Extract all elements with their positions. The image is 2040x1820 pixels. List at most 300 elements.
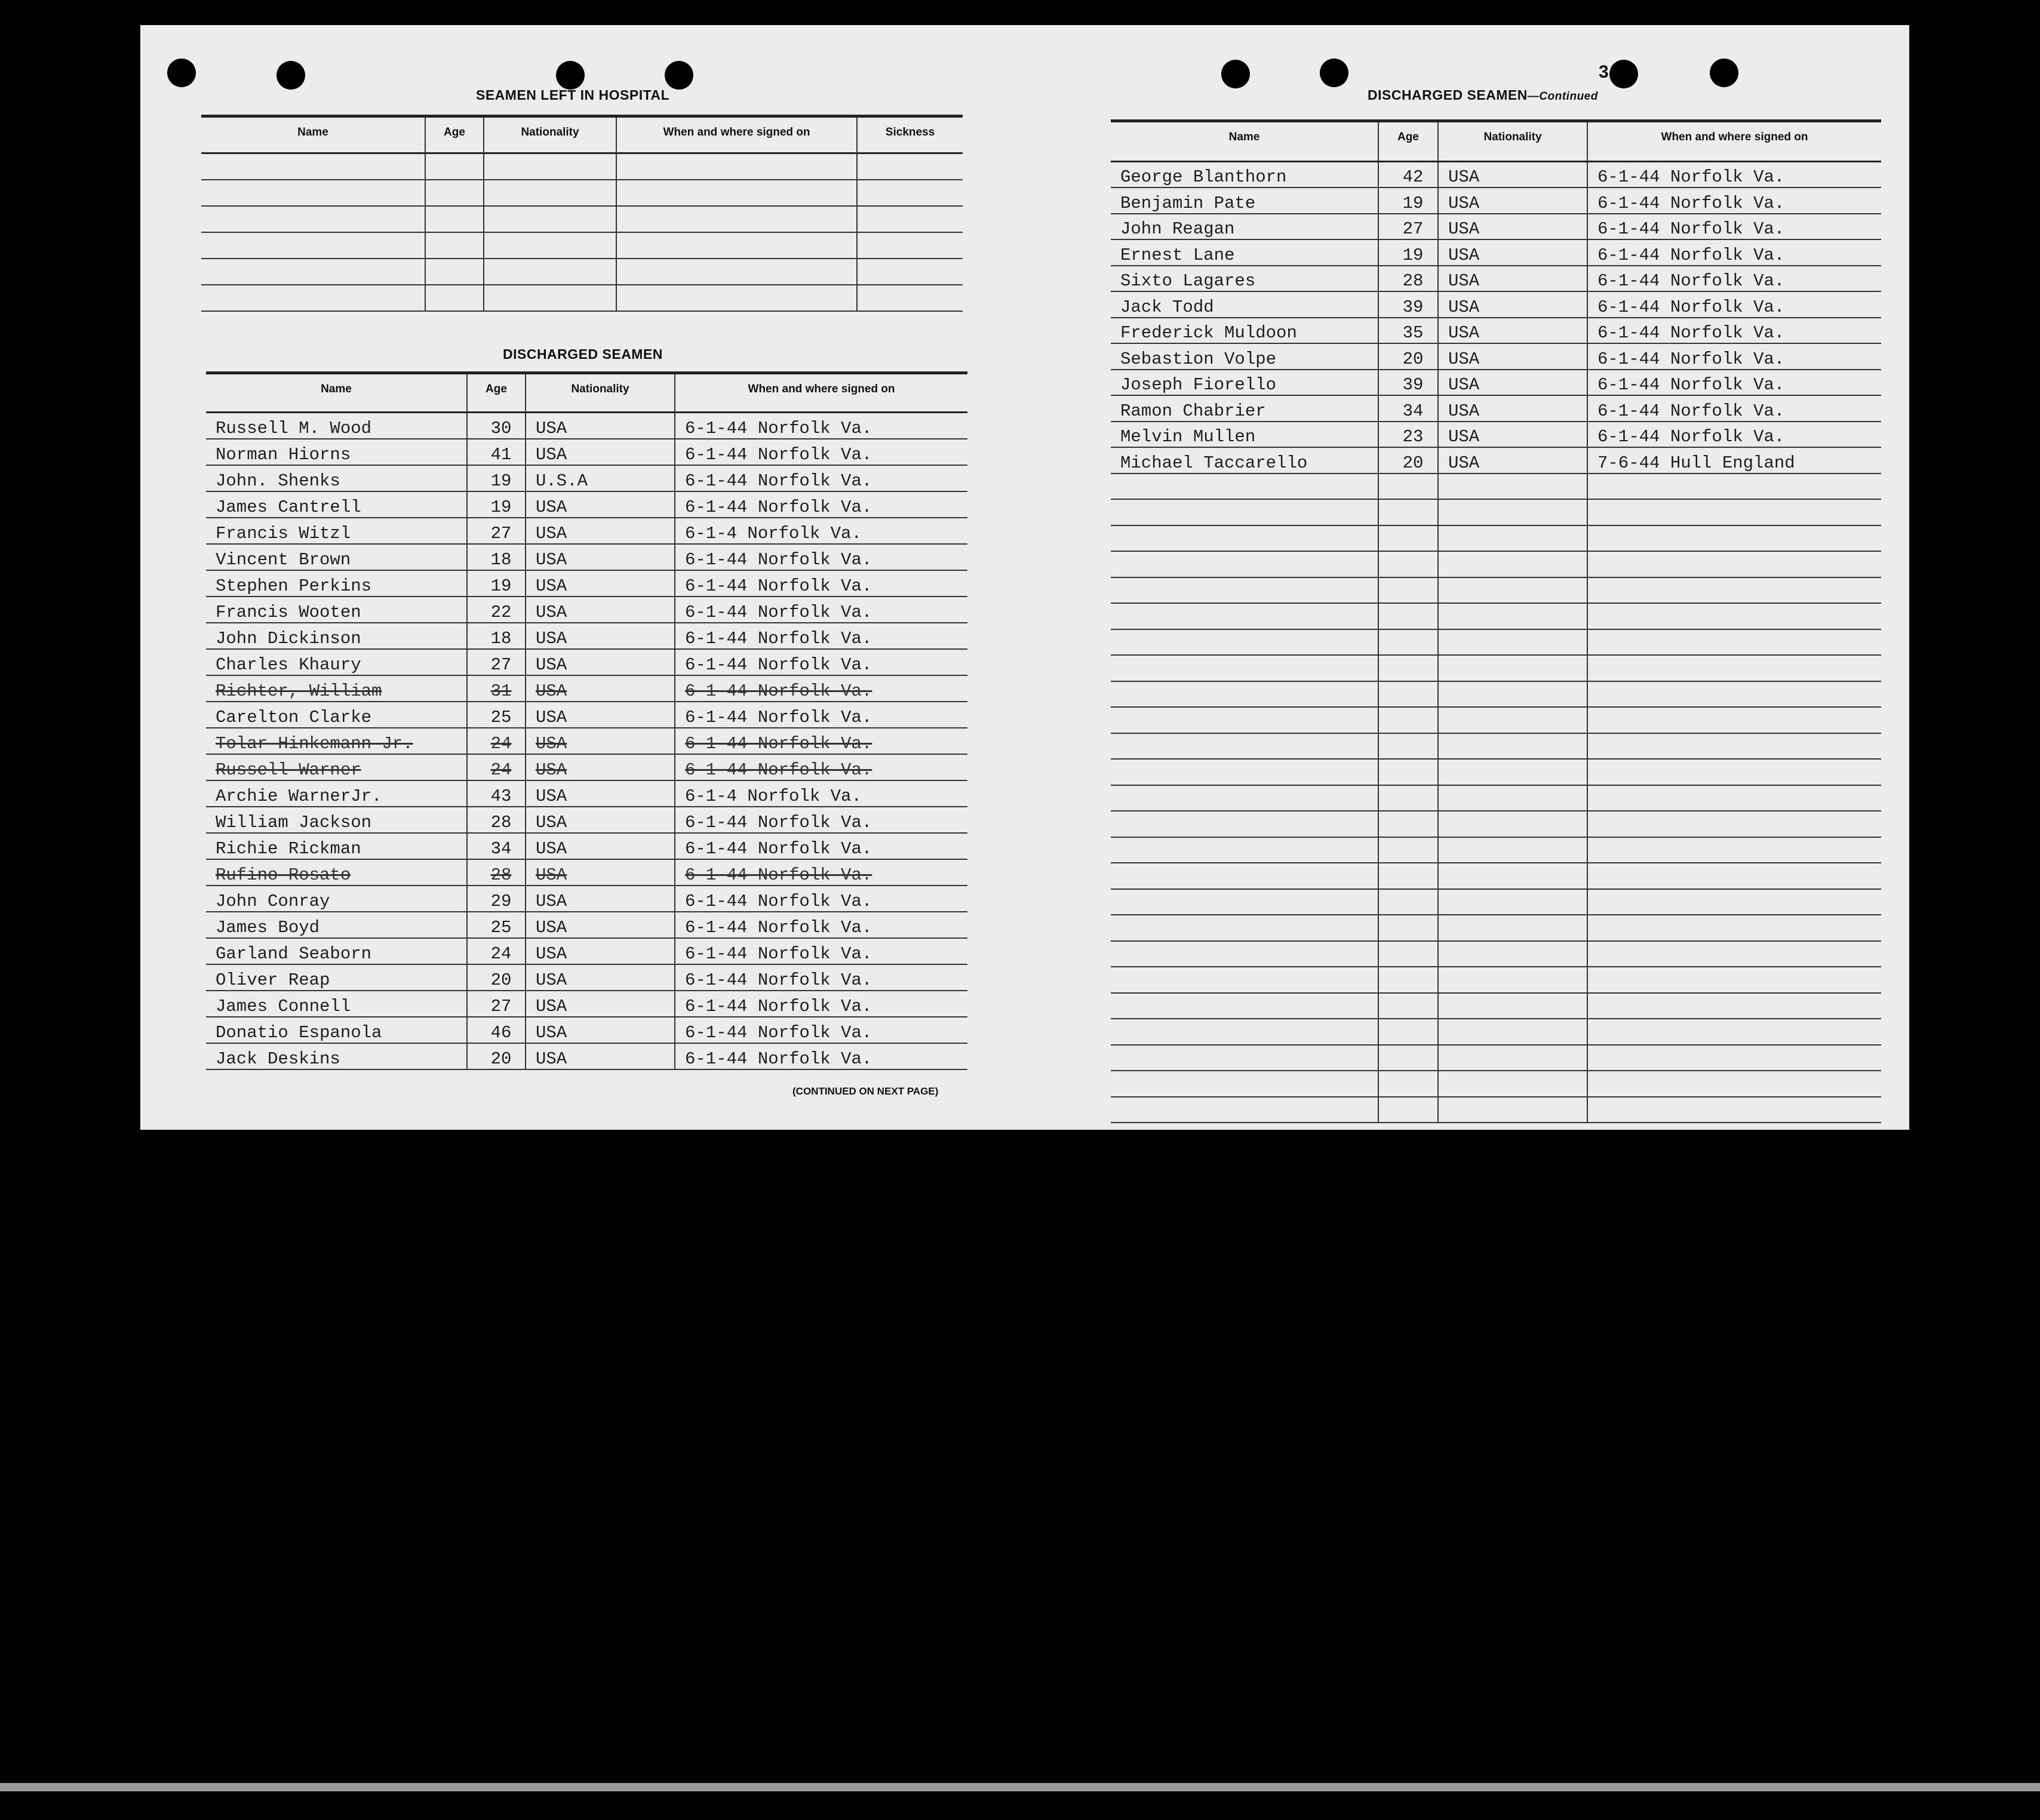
seaman-row [1111, 603, 1881, 629]
seaman-row [1111, 370, 1881, 396]
seaman-row [1111, 1071, 1881, 1097]
cell-sickness [857, 259, 963, 285]
cell-name [1111, 1071, 1378, 1097]
cell-nationality: USA [526, 807, 675, 833]
cell-signed_on [1587, 499, 1881, 525]
hospital-table [201, 115, 963, 312]
seaman-row [1111, 214, 1881, 240]
seaman-row [206, 649, 967, 675]
seaman-row [206, 859, 967, 886]
cell-signed_on: 6-1-44 Norfolk Va. [675, 991, 967, 1017]
cell-age: 24 [467, 754, 526, 780]
cell-nationality: USA [1438, 214, 1587, 240]
cell-age: 18 [467, 544, 526, 570]
cell-name: Oliver Reap [216, 970, 330, 990]
cell-nationality [1438, 474, 1587, 500]
cell-name: Jack Deskins [216, 1049, 340, 1069]
cell-name [1111, 941, 1378, 967]
cell-nationality [1438, 525, 1587, 552]
cell-nationality [484, 153, 616, 180]
cell-name: Vincent Brown [216, 549, 351, 570]
seaman-row [206, 518, 967, 544]
cell-name [1111, 499, 1378, 525]
cell-signed_on [616, 206, 857, 232]
cell-nationality: USA [1438, 266, 1587, 292]
seaman-row [206, 675, 967, 702]
cell-age: 23 [1378, 422, 1438, 448]
hospital-row [201, 259, 963, 285]
cell-name: Sixto Lagares [1120, 271, 1256, 291]
cell-signed_on: 6-1-44 Norfolk Va. [1587, 395, 1881, 422]
cell-signed_on: 6-1-44 Norfolk Va. [675, 833, 967, 859]
cell-age: 27 [467, 518, 526, 544]
cell-nationality [484, 206, 616, 232]
cell-signed_on: 6-1-44 Norfolk Va. [675, 413, 967, 439]
cell-age: 25 [467, 912, 526, 938]
column-header: Name [1228, 131, 1260, 143]
cell-nationality: U.S.A [526, 465, 675, 491]
cell-nationality [1438, 577, 1587, 604]
cell-age: 43 [467, 780, 526, 807]
seaman-row [1111, 422, 1881, 448]
cell-signed_on: 6-1-44 Norfolk Va. [675, 807, 967, 833]
cell-age: 20 [1378, 447, 1438, 474]
seaman-row [1111, 499, 1881, 525]
cell-name [1111, 551, 1378, 577]
cell-nationality: USA [1438, 343, 1587, 370]
cell-name [1111, 629, 1378, 656]
cell-signed_on: 6-1-44 Norfolk Va. [675, 728, 967, 754]
cell-signed_on [1587, 863, 1881, 889]
cell-name [1111, 811, 1378, 837]
seaman-row [1111, 318, 1881, 344]
cell-signed_on: 6-1-44 Norfolk Va. [1587, 291, 1881, 318]
cell-nationality [1438, 551, 1587, 577]
cell-sickness [857, 206, 963, 232]
cell-age: 19 [467, 465, 526, 491]
seaman-row [1111, 993, 1881, 1019]
cell-age [1378, 967, 1438, 993]
cell-age [1378, 577, 1438, 604]
cell-nationality [484, 285, 616, 311]
cell-signed_on [1587, 733, 1881, 760]
cell-signed_on [1587, 681, 1881, 708]
cell-age: 35 [1378, 318, 1438, 344]
cell-name [1111, 655, 1378, 681]
cell-nationality [1438, 811, 1587, 837]
cell-signed_on: 6-1-44 Norfolk Va. [1587, 318, 1881, 344]
column-header: Sickness [857, 116, 963, 153]
cell-signed_on [1587, 655, 1881, 681]
cell-name [1111, 707, 1378, 733]
film-edge-strip [0, 1783, 2040, 1791]
cell-nationality [1438, 1071, 1587, 1097]
cell-name [1111, 967, 1378, 993]
cell-nationality [1438, 681, 1587, 708]
cell-nationality: USA [526, 623, 675, 649]
cell-nationality: USA [1438, 395, 1587, 422]
cell-signed_on: 6-1-44 Norfolk Va. [675, 439, 967, 465]
cell-signed_on [1587, 1045, 1881, 1071]
cell-signed_on [1587, 785, 1881, 811]
page-number: 3 [1599, 62, 1609, 82]
cell-signed_on [1587, 1097, 1881, 1123]
cell-nationality [1438, 889, 1587, 915]
cell-signed_on [1587, 707, 1881, 733]
cell-age [1378, 1045, 1438, 1071]
cell-name [1111, 1045, 1378, 1071]
cell-age [1378, 941, 1438, 967]
cell-age [1378, 629, 1438, 656]
cell-age [1378, 499, 1438, 525]
cell-name [1111, 759, 1378, 785]
column-header: When and where signed on [675, 373, 967, 413]
table-header-row [1111, 121, 1881, 162]
cell-age [1378, 681, 1438, 708]
cell-name: John Reagan [1120, 219, 1235, 239]
seaman-row [206, 912, 967, 938]
seaman-row [206, 807, 967, 833]
cell-signed_on: 6-1-44 Norfolk Va. [1587, 214, 1881, 240]
cell-age [1378, 603, 1438, 629]
cell-signed_on: 6-1-44 Norfolk Va. [1587, 422, 1881, 448]
cell-age: 24 [467, 938, 526, 964]
cell-age [1378, 474, 1438, 500]
cell-name: Donatio Espanola [216, 1022, 382, 1043]
cell-name: John Dickinson [216, 628, 361, 648]
cell-age: 22 [467, 597, 526, 623]
cell-nationality: USA [526, 1017, 675, 1043]
cell-name [201, 259, 425, 285]
cell-signed_on: 6-1-44 Norfolk Va. [675, 544, 967, 570]
seaman-row [206, 439, 967, 465]
cell-signed_on: 6-1-44 Norfolk Va. [675, 859, 967, 886]
cell-age: 28 [1378, 266, 1438, 292]
seaman-row [1111, 733, 1881, 760]
seaman-row [206, 1017, 967, 1043]
cell-name [1111, 785, 1378, 811]
seaman-row [206, 570, 967, 597]
cell-signed_on: 6-1-44 Norfolk Va. [1587, 187, 1881, 214]
cell-age: 28 [467, 859, 526, 886]
cell-signed_on: 6-1-44 Norfolk Va. [675, 912, 967, 938]
cell-age: 34 [467, 833, 526, 859]
cell-name [1111, 603, 1378, 629]
cell-age: 27 [467, 649, 526, 675]
hospital-section-title: SEAMEN LEFT IN HOSPITAL [476, 87, 670, 103]
column-header: Nationality [484, 116, 616, 153]
cell-signed_on [616, 285, 857, 311]
seaman-row [206, 702, 967, 728]
cell-nationality [484, 180, 616, 206]
cell-signed_on [1587, 629, 1881, 656]
cell-nationality [1438, 733, 1587, 760]
cell-age [1378, 1019, 1438, 1045]
cell-nationality: USA [1438, 318, 1587, 344]
cell-age [425, 232, 484, 259]
cell-name: Russell Warner [216, 760, 361, 780]
column-header: When and where signed on [616, 116, 857, 153]
hospital-row [201, 180, 963, 206]
cell-nationality: USA [526, 964, 675, 991]
seaman-row [1111, 629, 1881, 656]
seaman-row [1111, 447, 1881, 474]
cell-signed_on [616, 232, 857, 259]
cell-signed_on: 6-1-44 Norfolk Va. [675, 1017, 967, 1043]
cell-signed_on [1587, 577, 1881, 604]
cell-age: 27 [1378, 214, 1438, 240]
cell-signed_on [1587, 759, 1881, 785]
cell-name: William Jackson [216, 812, 372, 832]
cell-age: 34 [1378, 395, 1438, 422]
cell-name: Carelton Clarke [216, 707, 372, 727]
cell-nationality [1438, 1097, 1587, 1123]
cell-nationality [1438, 1019, 1587, 1045]
cell-signed_on [1587, 993, 1881, 1019]
column-header: Age [425, 116, 484, 153]
column-header: Name [321, 383, 352, 395]
seaman-row [1111, 811, 1881, 837]
cell-nationality: USA [1438, 239, 1587, 266]
cell-name [1111, 889, 1378, 915]
cell-signed_on: 6-1-44 Norfolk Va. [675, 754, 967, 780]
cell-name [201, 232, 425, 259]
cell-nationality [1438, 863, 1587, 889]
section-title-text: DISCHARGED SEAMEN [1368, 87, 1528, 103]
cell-signed_on [616, 153, 857, 180]
cell-name [1111, 915, 1378, 941]
cell-name [201, 153, 425, 180]
seaman-row [1111, 474, 1881, 500]
cell-age: 27 [467, 991, 526, 1017]
cell-age: 39 [1378, 291, 1438, 318]
cell-signed_on: 6-1-44 Norfolk Va. [675, 570, 967, 597]
column-header: Nationality [1438, 121, 1587, 162]
cell-sickness [857, 153, 963, 180]
cell-age [1378, 707, 1438, 733]
hospital-row [201, 232, 963, 259]
cell-signed_on: 6-1-44 Norfolk Va. [675, 938, 967, 964]
cell-signed_on: 6-1-44 Norfolk Va. [1587, 266, 1881, 292]
seaman-row [1111, 785, 1881, 811]
cell-name: Russell M. Wood [216, 418, 372, 438]
seaman-row [206, 544, 967, 570]
seaman-row [1111, 266, 1881, 292]
cell-nationality [1438, 603, 1587, 629]
hospital-row [201, 206, 963, 232]
cell-signed_on: 6-1-4 Norfolk Va. [675, 780, 967, 807]
cell-name [1111, 525, 1378, 552]
cell-signed_on [1587, 525, 1881, 552]
seaman-row [1111, 759, 1881, 785]
cell-age: 41 [467, 439, 526, 465]
cell-nationality: USA [526, 754, 675, 780]
cell-name [1111, 993, 1378, 1019]
seaman-row [206, 465, 967, 491]
column-header: When and where signed on [1587, 121, 1881, 162]
cell-age [425, 153, 484, 180]
cell-signed_on [1587, 889, 1881, 915]
cell-name: James Connell [216, 996, 351, 1016]
cell-signed_on: 6-1-44 Norfolk Va. [675, 1043, 967, 1069]
column-header: Nationality [526, 373, 675, 413]
cell-nationality: USA [526, 991, 675, 1017]
cell-signed_on: 6-1-44 Norfolk Va. [675, 465, 967, 491]
cell-name [201, 206, 425, 232]
cell-name: Sebastion Volpe [1120, 349, 1277, 369]
seaman-row [206, 833, 967, 859]
continued-table [1111, 119, 1881, 1123]
cell-name [1111, 681, 1378, 708]
cell-signed_on [1587, 915, 1881, 941]
cell-signed_on: 6-1-44 Norfolk Va. [1587, 343, 1881, 370]
column-header: Name [297, 126, 328, 139]
seaman-row [1111, 863, 1881, 889]
discharged-table [206, 371, 967, 1070]
cell-name [1111, 1019, 1378, 1045]
cell-name [1111, 1097, 1378, 1123]
cell-nationality [1438, 967, 1587, 993]
cell-name [1111, 837, 1378, 863]
cell-age: 24 [467, 728, 526, 754]
cell-age: 19 [1378, 187, 1438, 214]
cell-nationality [484, 232, 616, 259]
seaman-row [1111, 915, 1881, 941]
cell-age [1378, 785, 1438, 811]
cell-age: 19 [467, 491, 526, 518]
cell-name [1111, 474, 1378, 500]
cell-signed_on: 6-1-44 Norfolk Va. [675, 886, 967, 912]
seaman-row [1111, 551, 1881, 577]
cell-signed_on [1587, 603, 1881, 629]
cell-name: Francis Witzl [216, 523, 351, 543]
table-header-row [201, 116, 963, 153]
cell-age [425, 206, 484, 232]
seaman-row [1111, 967, 1881, 993]
cell-name: Jack Todd [1120, 297, 1214, 317]
cell-nationality [1438, 499, 1587, 525]
continued-footnote: (CONTINUED ON NEXT PAGE) [792, 1086, 939, 1097]
seaman-row [206, 1043, 967, 1069]
seaman-row [1111, 187, 1881, 214]
cell-name [1111, 577, 1378, 604]
cell-nationality [1438, 915, 1587, 941]
seaman-row [1111, 681, 1881, 708]
cell-name: Benjamin Pate [1120, 193, 1256, 213]
cell-name: Richie Rickman [216, 838, 361, 859]
cell-nationality: USA [526, 439, 675, 465]
cell-nationality: USA [526, 859, 675, 886]
cell-age [1378, 993, 1438, 1019]
cell-nationality: USA [526, 518, 675, 544]
cell-nationality: USA [526, 544, 675, 570]
cell-name: Norman Hiorns [216, 444, 351, 465]
seaman-row [1111, 162, 1881, 188]
cell-nationality: USA [526, 780, 675, 807]
cell-nationality [1438, 629, 1587, 656]
seaman-row [1111, 889, 1881, 915]
seaman-row [1111, 239, 1881, 266]
cell-signed_on [1587, 967, 1881, 993]
cell-age: 20 [467, 1043, 526, 1069]
cell-name: John. Shenks [216, 471, 340, 491]
cell-age: 28 [467, 807, 526, 833]
cell-signed_on [1587, 837, 1881, 863]
cell-name: Michael Taccarello [1120, 453, 1308, 473]
cell-nationality: USA [526, 833, 675, 859]
cell-age: 19 [467, 570, 526, 597]
cell-name: Ramon Chabrier [1120, 401, 1266, 421]
cell-age [1378, 1097, 1438, 1123]
cell-name: Richter, William [216, 681, 382, 701]
cell-signed_on [616, 180, 857, 206]
cell-name: George Blanthorn [1120, 167, 1287, 187]
seaman-row [1111, 343, 1881, 370]
column-header: Age [1378, 121, 1438, 162]
seaman-row [1111, 525, 1881, 552]
cell-age: 19 [1378, 239, 1438, 266]
cell-nationality: USA [526, 938, 675, 964]
seaman-row [1111, 941, 1881, 967]
cell-signed_on: 6-1-44 Norfolk Va. [675, 675, 967, 702]
cell-signed_on: 6-1-44 Norfolk Va. [675, 964, 967, 991]
cell-age [1378, 551, 1438, 577]
hospital-row [201, 285, 963, 311]
cell-name: Garland Seaborn [216, 943, 372, 964]
cell-age: 29 [467, 886, 526, 912]
cell-nationality [1438, 707, 1587, 733]
cell-sickness [857, 285, 963, 311]
cell-signed_on [1587, 551, 1881, 577]
cell-age: 42 [1378, 162, 1438, 188]
cell-nationality: USA [1438, 370, 1587, 396]
cell-signed_on: 6-1-44 Norfolk Va. [675, 491, 967, 518]
left-page [140, 25, 1024, 1130]
cell-nationality: USA [1438, 447, 1587, 474]
cell-nationality [1438, 1045, 1587, 1071]
cell-signed_on: 6-1-44 Norfolk Va. [1587, 162, 1881, 188]
seaman-row [1111, 577, 1881, 604]
cell-name: Tolar Hinkemann Jr. [216, 733, 413, 754]
ledger-sheet [140, 25, 1909, 1130]
seaman-row [206, 780, 967, 807]
cell-signed_on: 6-1-44 Norfolk Va. [675, 649, 967, 675]
cell-signed_on: 6-1-44 Norfolk Va. [1587, 370, 1881, 396]
cell-sickness [857, 180, 963, 206]
cell-age [425, 259, 484, 285]
cell-name: Charles Khaury [216, 654, 361, 675]
cell-name: James Cantrell [216, 497, 361, 517]
cell-signed_on: 6-1-4 Norfolk Va. [675, 518, 967, 544]
cell-nationality: USA [526, 728, 675, 754]
cell-age [1378, 525, 1438, 552]
cell-nationality [1438, 993, 1587, 1019]
cell-name: Frederick Muldoon [1120, 323, 1297, 343]
cell-nationality: USA [526, 570, 675, 597]
cell-name [1111, 863, 1378, 889]
cell-nationality [1438, 759, 1587, 785]
cell-age: 18 [467, 623, 526, 649]
cell-age [1378, 915, 1438, 941]
cell-nationality: USA [526, 597, 675, 623]
cell-age: 39 [1378, 370, 1438, 396]
cell-nationality: USA [526, 912, 675, 938]
cell-name: Ernest Lane [1120, 245, 1235, 265]
cell-nationality: USA [1438, 187, 1587, 214]
discharged-section-title: DISCHARGED SEAMEN [503, 346, 663, 362]
hospital-row [201, 153, 963, 180]
cell-name [1111, 733, 1378, 760]
